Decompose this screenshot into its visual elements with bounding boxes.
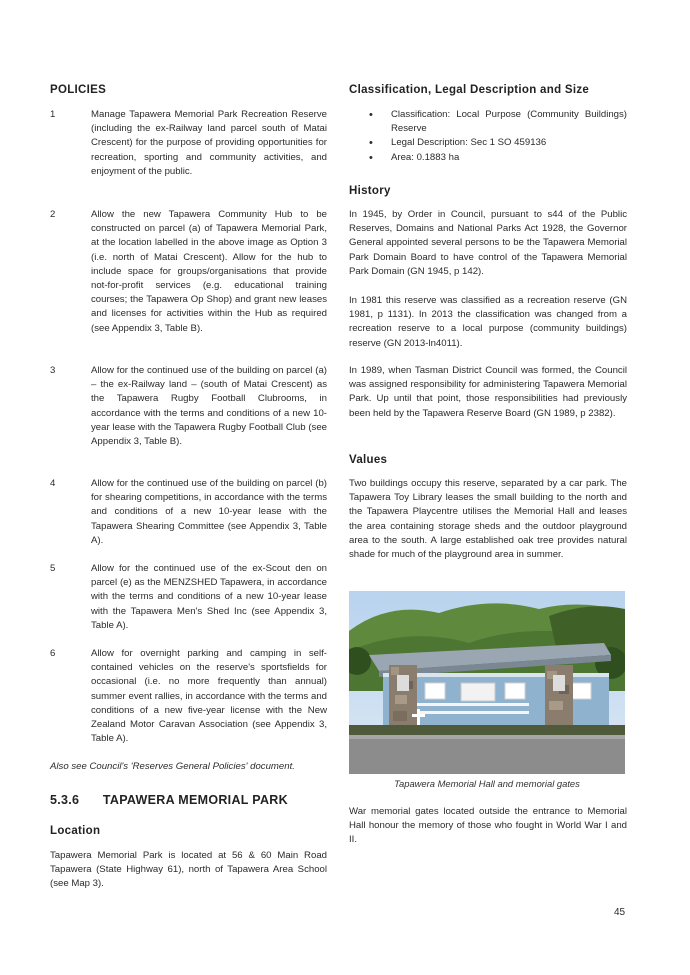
history-paragraph: In 1981 this reserve was classified as a recreation reserve (GN 1981, p 1131). In 2013 the classification was changed from a recreation reserve to a local purpose (community buildings) reserve (GN 2013-ln4011). — [349, 295, 627, 349]
policy-text: Allow for overnight parking and camping in self-contained vehicles on the reserve's sportsfields for occasional (i.e. no more frequently than annual) summer event rallies, in accordance with the terms and conditions of a new five-year license with the New Zealand Motor Caravan Association (see Appendix 3, Table A). — [91, 648, 327, 745]
policy-text: Allow for the continued use of the building on parcel (a) – the ex-Railway land – (south of Matai Crescent) as the Tapawera Rugby Football Clubrooms, in accordance with the terms and conditions of a new 10-year lease with the Tapawera Rugby Football Club (see Appendix 3, Table B). — [91, 365, 327, 448]
classification-item: • Classification: Local Purpose (Community Buildings) Reserve — [365, 108, 627, 136]
location-heading: Location — [50, 825, 101, 837]
policy-text: Manage Tapawera Memorial Park Recreation Reserve (including the ex-Railway land parcel south of Matai Crescent) for the purpose of providing opportunities for recreation, sporting and community activities, and enjoyment of the public. — [91, 109, 327, 177]
policy-text: Allow for the continued use of the ex-Scout den on parcel (e) as the MENZSHED Tapawera, in accordance with the terms and conditions of a new 10-year lease with the Tapawera Men's Shed Inc (see Appendix 3, Table A). — [91, 563, 327, 631]
history-paragraph: In 1989, when Tasman District Council was formed, the Council was assigned responsibility for administering Tapawera Memorial Park. Up until that point, those responsibilities had previously been held by the Tapawera Reserve Board (GN 1989, p 2382). — [349, 365, 627, 419]
also-see-note: Also see Council's 'Reserves General Policies' document. — [50, 761, 295, 772]
values-text: Two buildings occupy this reserve, separated by a car park. The Tapawera Toy Library leases the small building to the north and the Tapawera Playcentre utilises the Memorial Hall and leases the area containing storage sheds and the outdoor playground area to the south. A large established oak tree provides natural shade for much of the playground area in summer. — [349, 478, 627, 561]
policy-number: 3 — [50, 365, 56, 376]
classification-list — [365, 108, 627, 165]
photo-caption: Tapawera Memorial Hall and memorial gates — [394, 778, 580, 789]
gates-text: War memorial gates located outside the entrance to Memorial Hall honour the memory of those who fought in World War I and II. — [349, 806, 627, 846]
policy-number: 4 — [50, 478, 56, 489]
policy-number: 6 — [50, 648, 56, 659]
page-number: 45 — [614, 907, 626, 918]
history-heading: History — [349, 185, 391, 197]
policy-text: Allow the new Tapawera Community Hub to be constructed on parcel (a) of Tapawera Memorial Park, at the location labelled in the above image as Option 3 (i.e. north of Matai Crescent). Allow for the hub to include space for groups/organisations that provide not-for-profit services (e.g. educational training courses; the Tapawera Op Shop) and grant new leases and licenses for activities within the Hub as required (see Appendix 3, Table B). — [91, 209, 327, 334]
classification-heading: Classification, Legal Description and Size — [349, 84, 590, 96]
section-heading — [50, 793, 288, 807]
values-heading: Values — [349, 454, 388, 466]
area-item: • Area: 0.1883 ha — [365, 151, 627, 165]
legal-description-item: • Legal Description: Sec 1 SO 459136 — [365, 136, 627, 150]
history-paragraph: In 1945, by Order in Council, pursuant to s44 of the Public Reserves, Domains and National Parks Act 1928, the Governor General appointed several persons to be the Tapawera Memorial Park Domain Board to have control of the Tapawera Memorial Park Domain (GN 1945, p 142). — [349, 209, 627, 277]
policy-number: 5 — [50, 563, 56, 574]
policy-number: 2 — [50, 209, 56, 220]
policy-number: 1 — [50, 109, 56, 120]
location-text: Tapawera Memorial Park is located at 56 & 60 Main Road Tapawera (State Highway 61), north of Tapawera Area School (see Map 3). — [50, 850, 327, 890]
section-title: TAPAWERA MEMORIAL PARK — [102, 793, 288, 807]
policy-text: Allow for the continued use of the building on parcel (b) for shearing competitions, in accordance with the terms and conditions of a new 10-year lease with the Tapawera Shearing Committee (see Appendix 3, Table A). — [91, 478, 327, 546]
memorial-hall-photo — [349, 591, 625, 774]
policies-heading: POLICIES — [50, 84, 107, 96]
section-number: 5.3.6 — [50, 793, 80, 807]
